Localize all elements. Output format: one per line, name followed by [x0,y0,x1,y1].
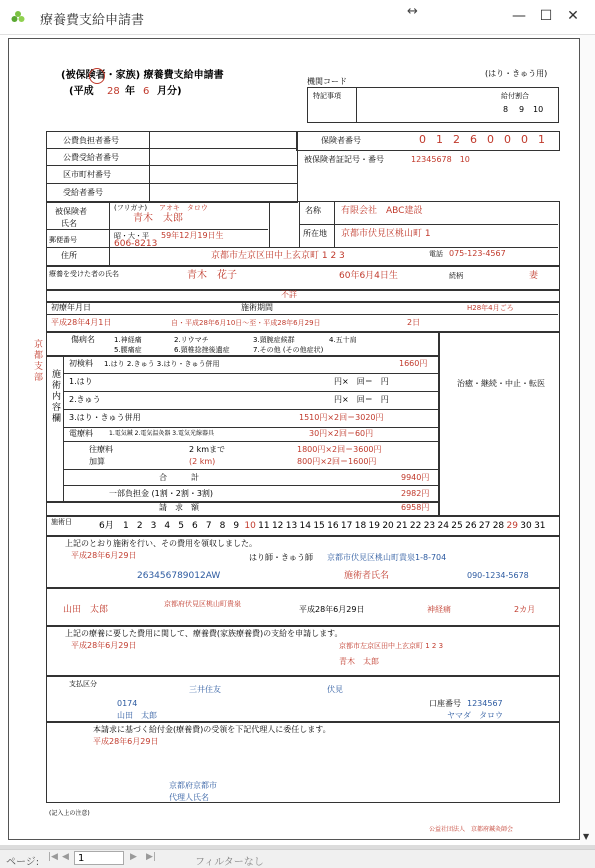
clinic-label: はり師・きゅう師 [249,553,313,562]
disease-6: 6.頸椎捻挫後遺症 [174,346,230,354]
first-page-button[interactable]: |◀ [48,852,58,862]
row0-label: 初検料 [69,359,93,368]
calendar-day: 29 [506,521,518,531]
form-type: (はり・きゅう用) [485,69,548,78]
page-number-input[interactable]: 1 [74,851,124,865]
bank-branch: 伏見 [327,685,343,694]
address-value: 京都市左京区田中上玄京町 1 2 3 [211,251,345,261]
furigana-value: アオキ タロウ [159,204,208,212]
address-label: 住所 [61,251,77,260]
calendar-day: 17 [340,521,353,531]
calendar-day: 6 [192,521,198,531]
footnote: (記入上の注意) [49,810,90,817]
row5-amount: 1800円×2回＝3600円 [297,445,382,454]
certify-text: 上記のとおり施術を行い、その費用を領収しました。 [65,539,257,548]
row4-label: 電療料 [69,429,93,438]
total-label: 合 計 [159,473,199,482]
calendar-day: 18 [354,521,367,531]
days-month: 6月 [99,521,114,531]
form-title: (被保険者・家族) 療養費支給申請書 [61,70,224,81]
minimize-button[interactable]: — [512,8,526,24]
first-visit-label: 初療年月日 [51,303,91,312]
delegate-text: 本請求に基づく給付金(療養費)の受領を下記代理人に委任します。 [93,725,331,734]
calendar-day: 9 [233,521,240,531]
patient-name: 青木 花子 [187,270,237,281]
employer-addr-label: 所在地 [303,229,327,238]
calendar-days [119,521,547,531]
period-prefix: (平成 [69,86,94,97]
insurer-label: 保険者番号 [321,136,361,145]
calendar-day: 8 [219,521,226,531]
employer-name: 有限会社 ABC建設 [341,206,423,216]
report-canvas [0,35,595,845]
account-holder: 山田 太郎 [117,711,157,720]
calendar-day: 27 [478,521,491,531]
app-icon [10,9,26,25]
close-button[interactable]: ✕ [567,8,579,24]
furigana-label: (フリガナ) [114,204,148,212]
row2-label: 2.きゅう [69,395,101,404]
consent-doctor: 山田 太郎 [63,605,109,615]
consent-disease: 神経痛 [427,605,451,614]
calendar-day: 15 [313,521,325,531]
calendar-day: 26 [465,521,477,531]
result-block [438,331,560,517]
claim-form-sheet [8,38,580,840]
calendar-day: 28 [492,521,505,531]
bank-label: 支払区分 [69,680,97,688]
row3-label: 3.はり・きゅう併用 [69,413,141,422]
calendar-day: 31 [534,521,546,531]
birth-text: 59年12月19日生 [161,231,224,240]
calendar-day: 5 [178,521,184,531]
calendar-day: 24 [437,521,449,531]
apply-name: 青木 太郎 [339,657,379,666]
period-label: 施術期間 [241,303,273,312]
row0-amount: 1660円 [399,359,428,368]
disease-3: 3.頸腕症候群 [253,336,295,344]
delegate-date: 平成28年6月29日 [93,737,159,746]
account-digits: 1234567 [467,699,503,708]
row6-label: 加算 [89,457,105,466]
page-label: ページ: [6,857,40,868]
benefit-10: 10 [533,105,544,114]
window-title: 療養費支給申請書 [40,13,145,28]
insured-name: 青木 太郎 [133,213,183,224]
employer-name-label: 名称 [305,206,321,215]
row1-label: 1.はり [69,377,93,386]
fee-section-label: 施術内容欄 [50,369,60,424]
agent-name: 代理人氏名 [169,793,209,802]
phone-value: 075-123-4567 [449,249,506,258]
benefit-9: 9 [519,105,525,114]
row4-sub: 1.電気鍼 2.電気温灸器 3.電気光線器具 [109,430,214,437]
disease-4: 4.五十肩 [329,336,357,344]
patient-label: 療養を受けた者の氏名 [49,270,119,278]
calendar-day: 13 [285,521,298,531]
bank-name: 三井住友 [189,685,221,694]
calendar-day: 25 [451,521,463,531]
clinic-addr: 京都市伏見区桃山町貴泉1-8-704 [327,553,447,562]
calendar-day: 3 [150,521,157,531]
account-label: 口座番号 [429,699,461,708]
row3-amount: 1510円×2回＝3020円 [299,413,384,422]
prev-page-button[interactable]: ◀ [62,852,69,862]
phone-label: 電話 [429,250,443,258]
symbol-label: 被保険者証記号・番号 [304,155,384,164]
scroll-down-icon[interactable]: ▼ [583,832,590,841]
label-public-payer: 公費負担者番号 [63,136,119,145]
resize-icon[interactable]: ↔ [407,4,418,19]
disease-1: 1.神経痛 [114,336,142,344]
label-recipient: 受給者番号 [63,188,103,197]
disease-2: 2.リウマチ [174,336,209,344]
disease-block [46,331,440,357]
first-visit-value: 平成28年4月1日 [51,318,112,327]
days-value: 2日 [407,318,421,327]
last-page-button[interactable]: ▶| [146,852,156,862]
footer-right: 公益社団法人 京都府鍼灸師会 [429,826,514,833]
calendar-day: 23 [423,521,436,531]
symbol-value: 12345678 10 [411,155,470,164]
result-options: 治癒・継続・中止・転医 [457,379,545,388]
patient-birth: 60年6月4日生 [339,271,398,281]
calendar-day: 10 [244,521,256,531]
filter-status[interactable]: フィルターなし [195,857,264,868]
branch-code: 0174 [117,699,138,708]
branch-sidebar: 京都支部 [32,339,42,383]
patient-row [46,265,560,291]
certify-date: 平成28年6月29日 [71,551,137,560]
calendar-day: 14 [299,521,311,531]
disease-7: 7.その他 (その他症状) [253,346,324,354]
calendar-day: 11 [258,521,270,531]
calendar-day: 2 [136,521,143,531]
row6-amount: 800円×2回＝1600円 [297,457,377,466]
maximize-button[interactable]: ☐ [539,8,553,24]
row5-label: 往療料 [89,445,113,454]
insured-name-label: 氏名 [61,219,77,228]
row4-amount: 30円×2回＝60円 [309,429,374,438]
postcode: 606-8213 [114,239,158,249]
birth-era: 昭・大・平 [114,232,149,240]
agent-addr: 京都府京都市 [169,781,217,790]
claim-label: 請 求 額 [159,503,199,512]
vertical-scrollbar[interactable] [580,35,595,845]
consent-label: 平成28年6月29日 [299,605,365,614]
apply-date: 平成28年6月29日 [71,641,137,650]
total-value: 9940円 [401,473,430,482]
calendar-day: 20 [382,521,394,531]
account-holder-kana: ヤマダ タロウ [447,711,503,720]
period-value: 自・平成28年6月10日～至・平成28年6月29日 [171,319,321,327]
days-label: 施術日 [51,518,72,526]
insured-circle-mark [89,68,105,84]
calendar-day: 7 [205,521,212,531]
calendar-day: 16 [327,521,339,531]
special-label: 特記事項 [313,92,341,100]
period-month: 6 [143,86,150,97]
hospital-label: 京都府伏見区桃山町貴泉 [164,600,241,608]
relation-label: 続柄 [449,272,463,280]
label-municipality: 区市町村番号 [63,170,111,179]
benefit-label: 給付割合 [501,92,529,100]
copay-value: 2982円 [401,489,430,498]
calendar-day: 12 [271,521,284,531]
row5-sub: 2 kmまで [189,445,226,454]
code-label: 機関コード [307,77,347,86]
period-year-unit: 年 [125,86,135,97]
injury-value: 不詳 [281,290,297,299]
insured-label: 被保険者 [55,207,87,216]
calendar-day: 22 [409,521,422,531]
onset-value: H28年4月ごろ [467,304,514,312]
calendar-day: 4 [164,521,171,531]
clinic-name: 施術者氏名 [344,571,390,581]
calendar-day: 21 [396,521,408,531]
copay-label: 一部負担金 (1割・2割・3割) [109,489,214,498]
postcode-label: 郵便番号 [49,236,77,244]
claim-value: 6958円 [401,503,430,512]
disease-label: 傷病名 [71,335,95,344]
apply-addr: 京都市左京区田中上玄京町 1 2 3 [339,642,444,650]
row1-amount: 円× 回＝ 円 [334,377,389,386]
row2-amount: 円× 回＝ 円 [334,395,389,404]
relation-value: 妻 [529,271,539,281]
label-public-recipient: 公費受給者番号 [63,153,119,162]
row0-sub: 1.はり 2.きゅう 3.はり・きゅう併用 [104,360,220,368]
calendar-day: 19 [368,521,380,531]
insurer-digits: 0 1 2 6 0 0 0 1 [419,133,545,146]
registry-no: 263456789012AW [137,571,221,581]
consent-period: 2カ月 [514,605,536,614]
calendar-day: 1 [123,521,129,531]
apply-text: 上記の療養に要した費用に関して、療養費(家族療養費)の支給を申請します。 [65,629,343,638]
employer-addr: 京都市伏見区桃山町 1 [341,229,431,239]
period-suffix: 月分) [157,86,182,97]
title-bar [0,0,595,35]
status-bar [0,849,595,868]
next-page-button[interactable]: ▶ [130,852,137,862]
row6-sub: (2 km) [189,457,216,466]
benefit-8: 8 [503,105,509,114]
calendar-day: 30 [520,521,532,531]
clinic-phone: 090-1234-5678 [467,571,529,580]
disease-5: 5.腰痛症 [114,346,142,354]
period-year: 28 [107,86,120,97]
